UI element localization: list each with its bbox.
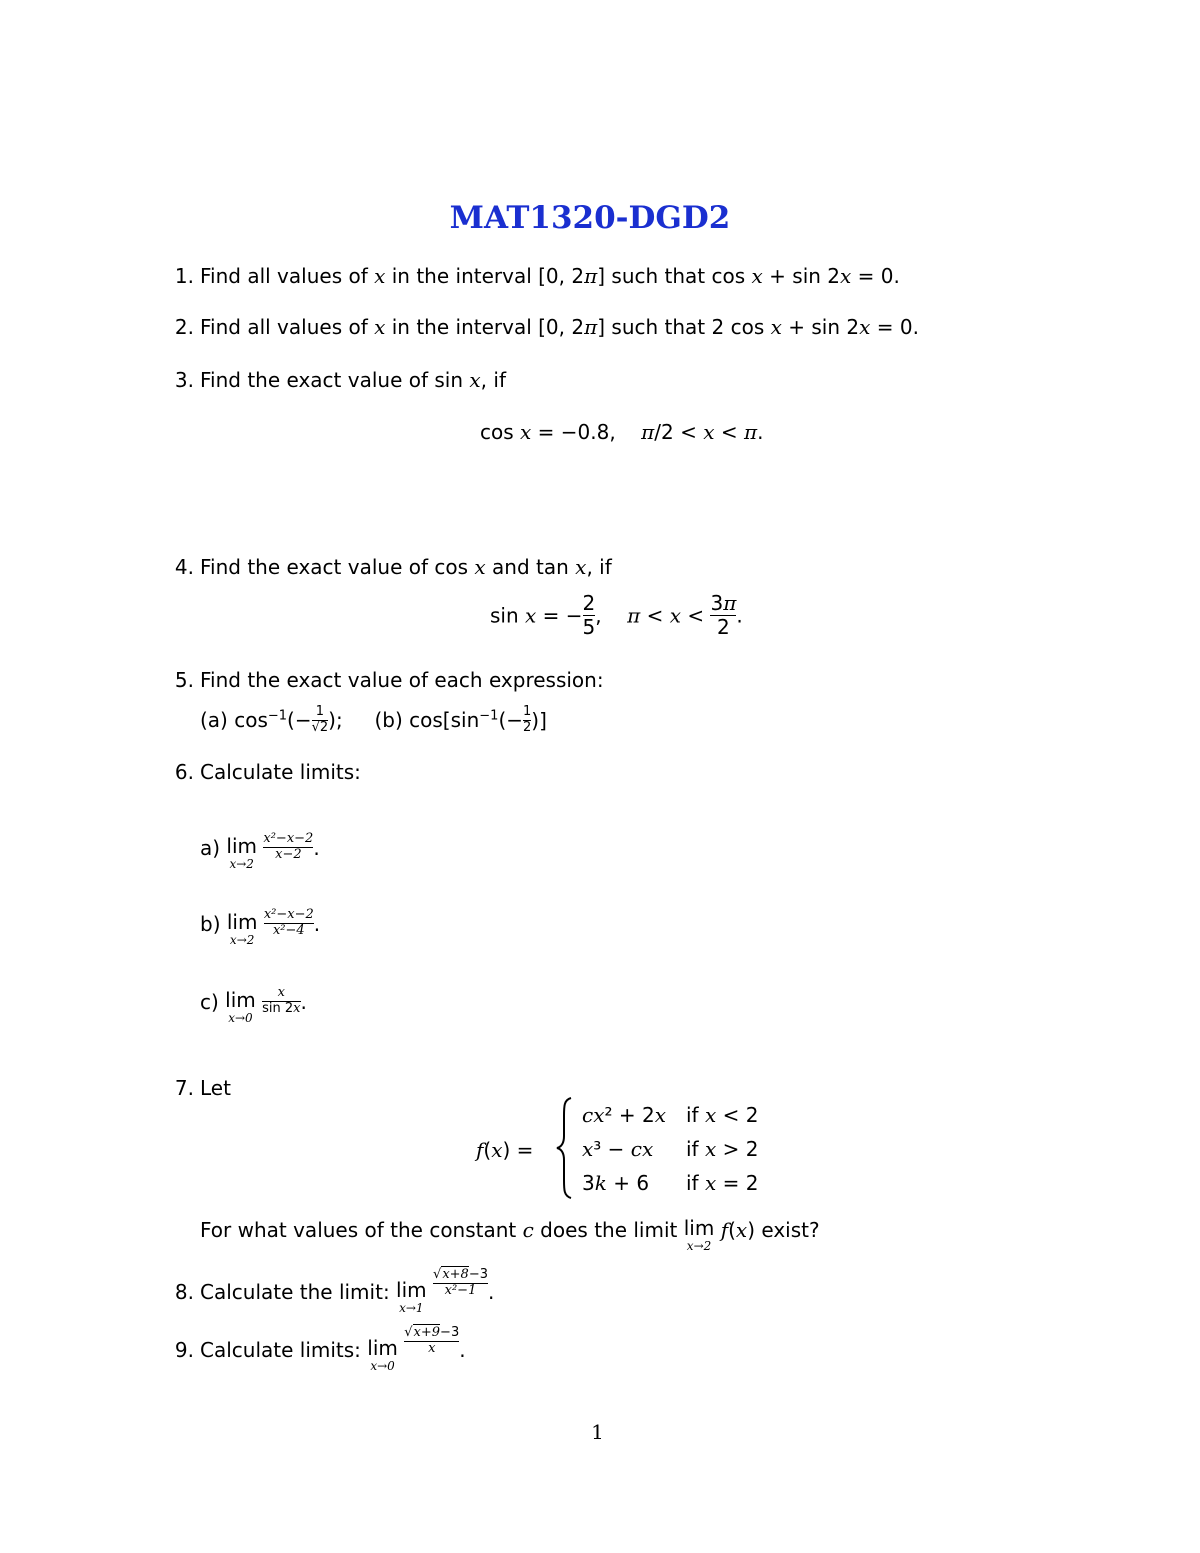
problem-7-text: Let xyxy=(200,1076,231,1100)
problem-8-text: Calculate the limit: lim x→1 $\frac{√x+8-3}{\text{x²−1}}$ . xyxy=(200,1267,495,1315)
problem-6b: b) lim x→2 $\frac{\text{x²−x−2}}{\text{x²−4}}$ . xyxy=(200,907,321,947)
problem-1-number: 1. xyxy=(174,264,194,288)
problem-6a: a) lim x→2 $\frac{\text{x²−x−2}}{x-2}$ . xyxy=(200,831,320,871)
piecewise-lhs: f(x) = xyxy=(476,1138,534,1162)
case-row-1: cx² + 2x if x < 2 xyxy=(582,1103,759,1127)
problem-6-text: Calculate limits: xyxy=(200,760,361,784)
problem-6c: c) lim x→0 $\frac{x}{\sin 2x}$ . xyxy=(200,985,307,1025)
problem-3-number: 3. xyxy=(174,368,194,392)
page-number: 1 xyxy=(591,1420,604,1444)
problem-7-number: 7. xyxy=(174,1076,194,1100)
problem-3-text: Find the exact value of sin x, if xyxy=(200,368,506,392)
problem-9-text: Calculate limits: lim x→0 $\frac{√x+9-3}{x}$ . xyxy=(200,1325,466,1373)
problem-6-number: 6. xyxy=(174,760,194,784)
piecewise-cases xyxy=(572,1098,768,1200)
problem-9-number: 9. xyxy=(174,1338,194,1362)
problem-5-text: Find the exact value of each expression: xyxy=(200,668,604,692)
problem-4-text: Find the exact value of cos x and tan x, if xyxy=(200,555,612,579)
problem-5-number: 5. xyxy=(174,668,194,692)
problem-5-parts: (a) $\cos^{-1}(-$ $\frac{1}{√2}$ ); (b) $\cos[\sin^{-1}(-$ $\frac{1}{2}$ )] xyxy=(200,704,547,735)
problem-7-question: For what values of the constant c does the limit lim x→2 f(x) exist? xyxy=(200,1216,820,1253)
problem-3-display-equation: cos x = −0.8, π/2 < x < π. xyxy=(480,420,764,444)
case-row-2: x³ − cx if x > 2 xyxy=(582,1137,759,1161)
problem-4-display-equation: sin x = − $\frac{2}{5}$ , π < x < $\frac{3\pi}{2}$ . xyxy=(490,591,743,639)
problem-2-number: 2. xyxy=(174,315,194,339)
case-row-3: 3k + 6 if x = 2 xyxy=(582,1171,759,1195)
problem-1-text: Find all values of x in the interval [0, 2π] such that cos x + sin 2x = 0. xyxy=(200,264,900,288)
document-title: MAT1320-DGD2 xyxy=(449,200,731,236)
problem-2-text: Find all values of x in the interval [0, 2π] such that 2 cos x + sin 2x = 0. xyxy=(200,315,919,339)
problem-4-number: 4. xyxy=(174,555,194,579)
problem-8-number: 8. xyxy=(174,1280,194,1304)
